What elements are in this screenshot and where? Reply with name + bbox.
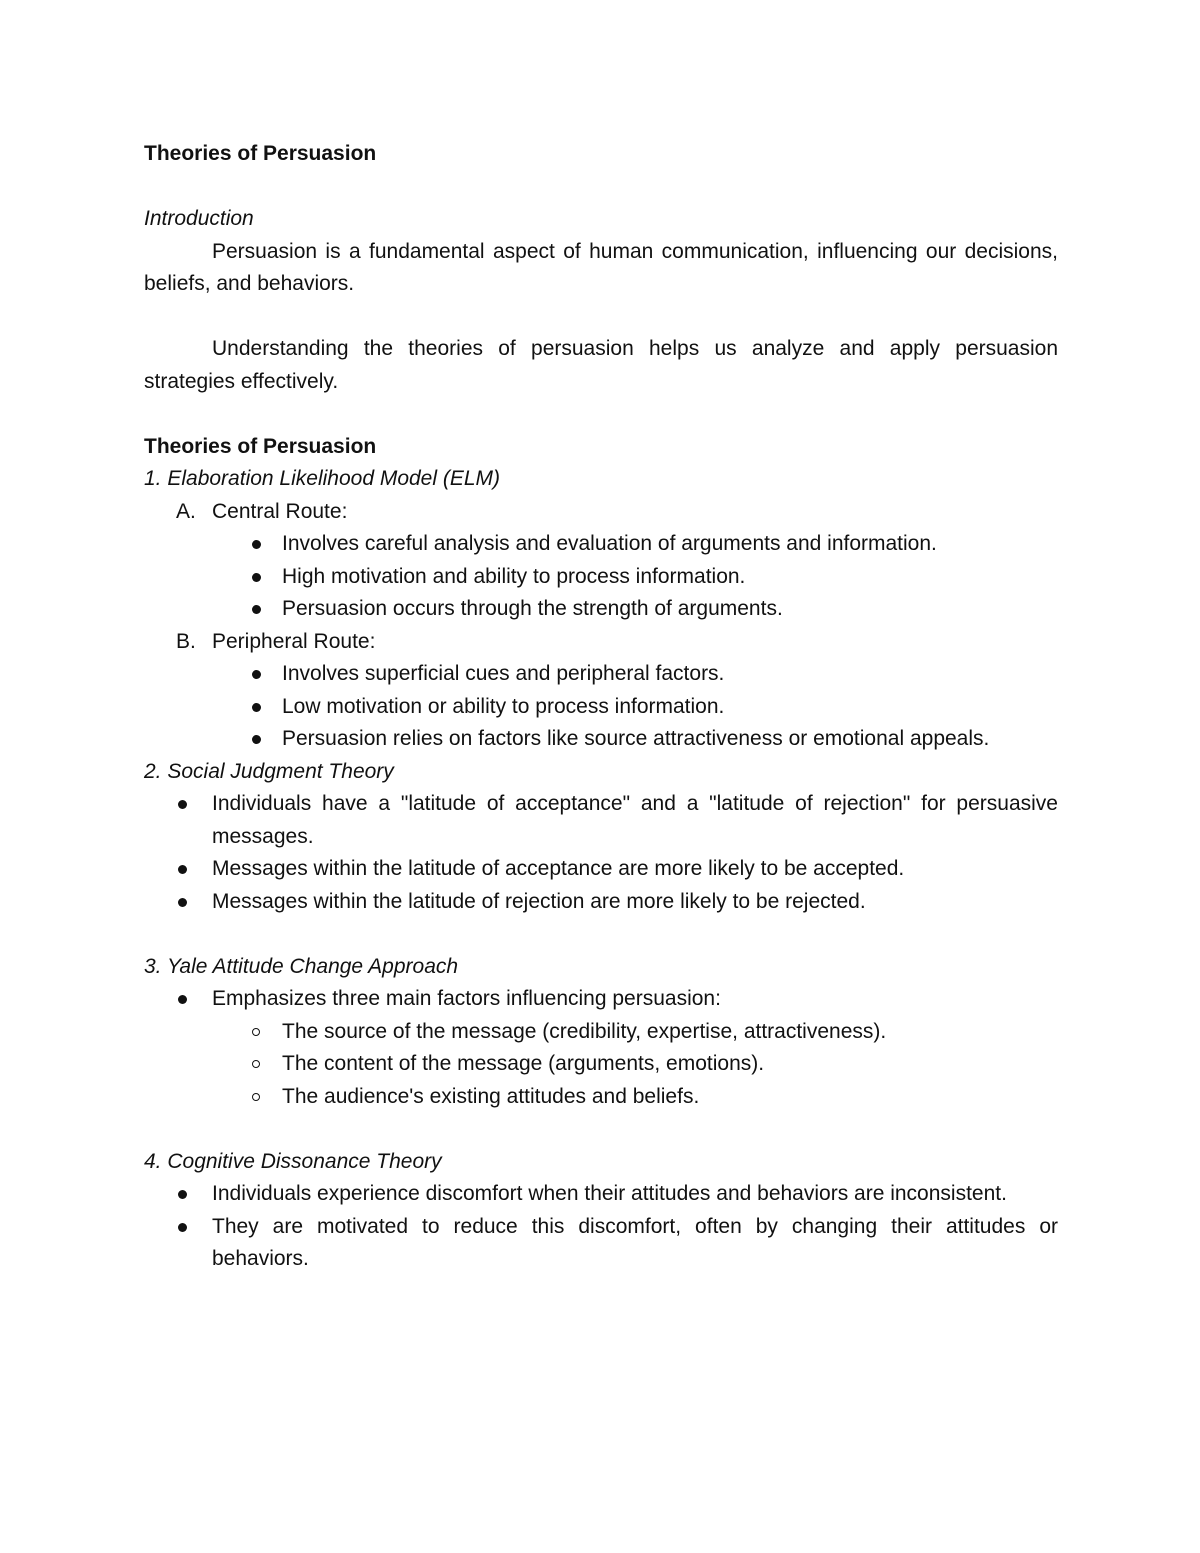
list-item-text: They are motivated to reduce this discomfort, often by changing their attitudes or behaviors. — [212, 1214, 1058, 1270]
bullet-icon — [178, 1223, 187, 1232]
list-item — [144, 1081, 1058, 1114]
list-item-text: Low motivation or ability to process information. — [282, 694, 725, 718]
bullet-icon — [252, 735, 261, 744]
bullet-icon — [178, 865, 187, 874]
intro-paragraph-2: Understanding the theories of persuasion helps us analyze and apply persuasion strategies effectively. — [144, 337, 1058, 393]
list-item — [144, 788, 1058, 853]
list-item-text: Persuasion occurs through the strength of arguments. — [282, 597, 783, 620]
list-item — [144, 593, 1058, 626]
hollow-bullet-icon — [252, 1028, 260, 1036]
list-item-text: Emphasizes three main factors influencing persuasion: — [212, 987, 721, 1010]
list-item — [144, 983, 1058, 1016]
bullet-icon — [252, 670, 261, 679]
bullet-icon — [252, 605, 261, 614]
list-item — [144, 528, 1058, 561]
elm-central-route — [144, 496, 1058, 529]
intro-heading: Introduction — [144, 207, 254, 230]
list-item — [144, 1048, 1058, 1081]
list-item-text: Involves superficial cues and peripheral factors. — [282, 662, 725, 685]
list-item — [144, 886, 1058, 919]
list-item — [144, 658, 1058, 691]
elm-title: 1. Elaboration Likelihood Model (ELM) — [144, 467, 501, 490]
document-page — [144, 138, 1058, 1276]
cdt-title: 4. Cognitive Dissonance Theory — [144, 1149, 442, 1173]
list-item-text: High motivation and ability to process information. — [282, 564, 746, 588]
hollow-bullet-icon — [252, 1060, 260, 1068]
list-item — [144, 691, 1058, 724]
spacer — [144, 918, 1058, 951]
spacer — [144, 171, 1058, 204]
list-item-text: The content of the message (arguments, emotions). — [282, 1052, 765, 1075]
bullet-icon — [178, 1190, 187, 1199]
list-item-text: The audience's existing attitudes and beliefs. — [282, 1084, 700, 1108]
spacer — [144, 1113, 1058, 1146]
document-title: Theories of Persuasion — [144, 142, 377, 165]
list-item — [144, 561, 1058, 594]
bullet-icon — [178, 800, 187, 809]
spacer — [144, 398, 1058, 431]
yale-title: 3. Yale Attitude Change Approach — [144, 954, 459, 978]
list-item — [144, 1016, 1058, 1049]
list-item-text: Messages within the latitude of rejection are more likely to be rejected. — [212, 889, 866, 913]
intro-paragraph-1: Persuasion is a fundamental aspect of human communication, influencing our decisions, beliefs, and behaviors. — [144, 239, 1058, 295]
list-marker: B. — [176, 629, 196, 653]
list-item-text: Involves careful analysis and evaluation of arguments and information. — [282, 532, 937, 555]
bullet-icon — [252, 540, 261, 549]
elm-peripheral-route — [144, 626, 1058, 659]
section-heading: Theories of Persuasion — [144, 434, 377, 458]
list-item-text: Central Route: — [212, 499, 348, 523]
bullet-icon — [252, 573, 261, 582]
list-item — [144, 1178, 1058, 1211]
list-item — [144, 1211, 1058, 1276]
spacer — [144, 301, 1058, 334]
bullet-icon — [178, 898, 187, 907]
list-item-text: Peripheral Route: — [212, 629, 376, 653]
list-item-text: Persuasion relies on factors like source attractiveness or emotional appeals. — [282, 727, 990, 750]
bullet-icon — [252, 703, 261, 712]
list-marker: A. — [176, 499, 196, 523]
list-item — [144, 723, 1058, 756]
hollow-bullet-icon — [252, 1093, 260, 1101]
list-item-text: Individuals have a "latitude of acceptance" and a "latitude of rejection" for persuasive messages. — [212, 792, 1058, 848]
bullet-icon — [178, 995, 187, 1004]
list-item — [144, 853, 1058, 886]
list-item-text: The source of the message (credibility, expertise, attractiveness). — [282, 1019, 887, 1043]
list-item-text: Messages within the latitude of acceptance are more likely to be accepted. — [212, 857, 905, 880]
sjt-title: 2. Social Judgment Theory — [144, 759, 394, 783]
list-item-text: Individuals experience discomfort when their attitudes and behaviors are inconsistent. — [212, 1182, 1007, 1205]
